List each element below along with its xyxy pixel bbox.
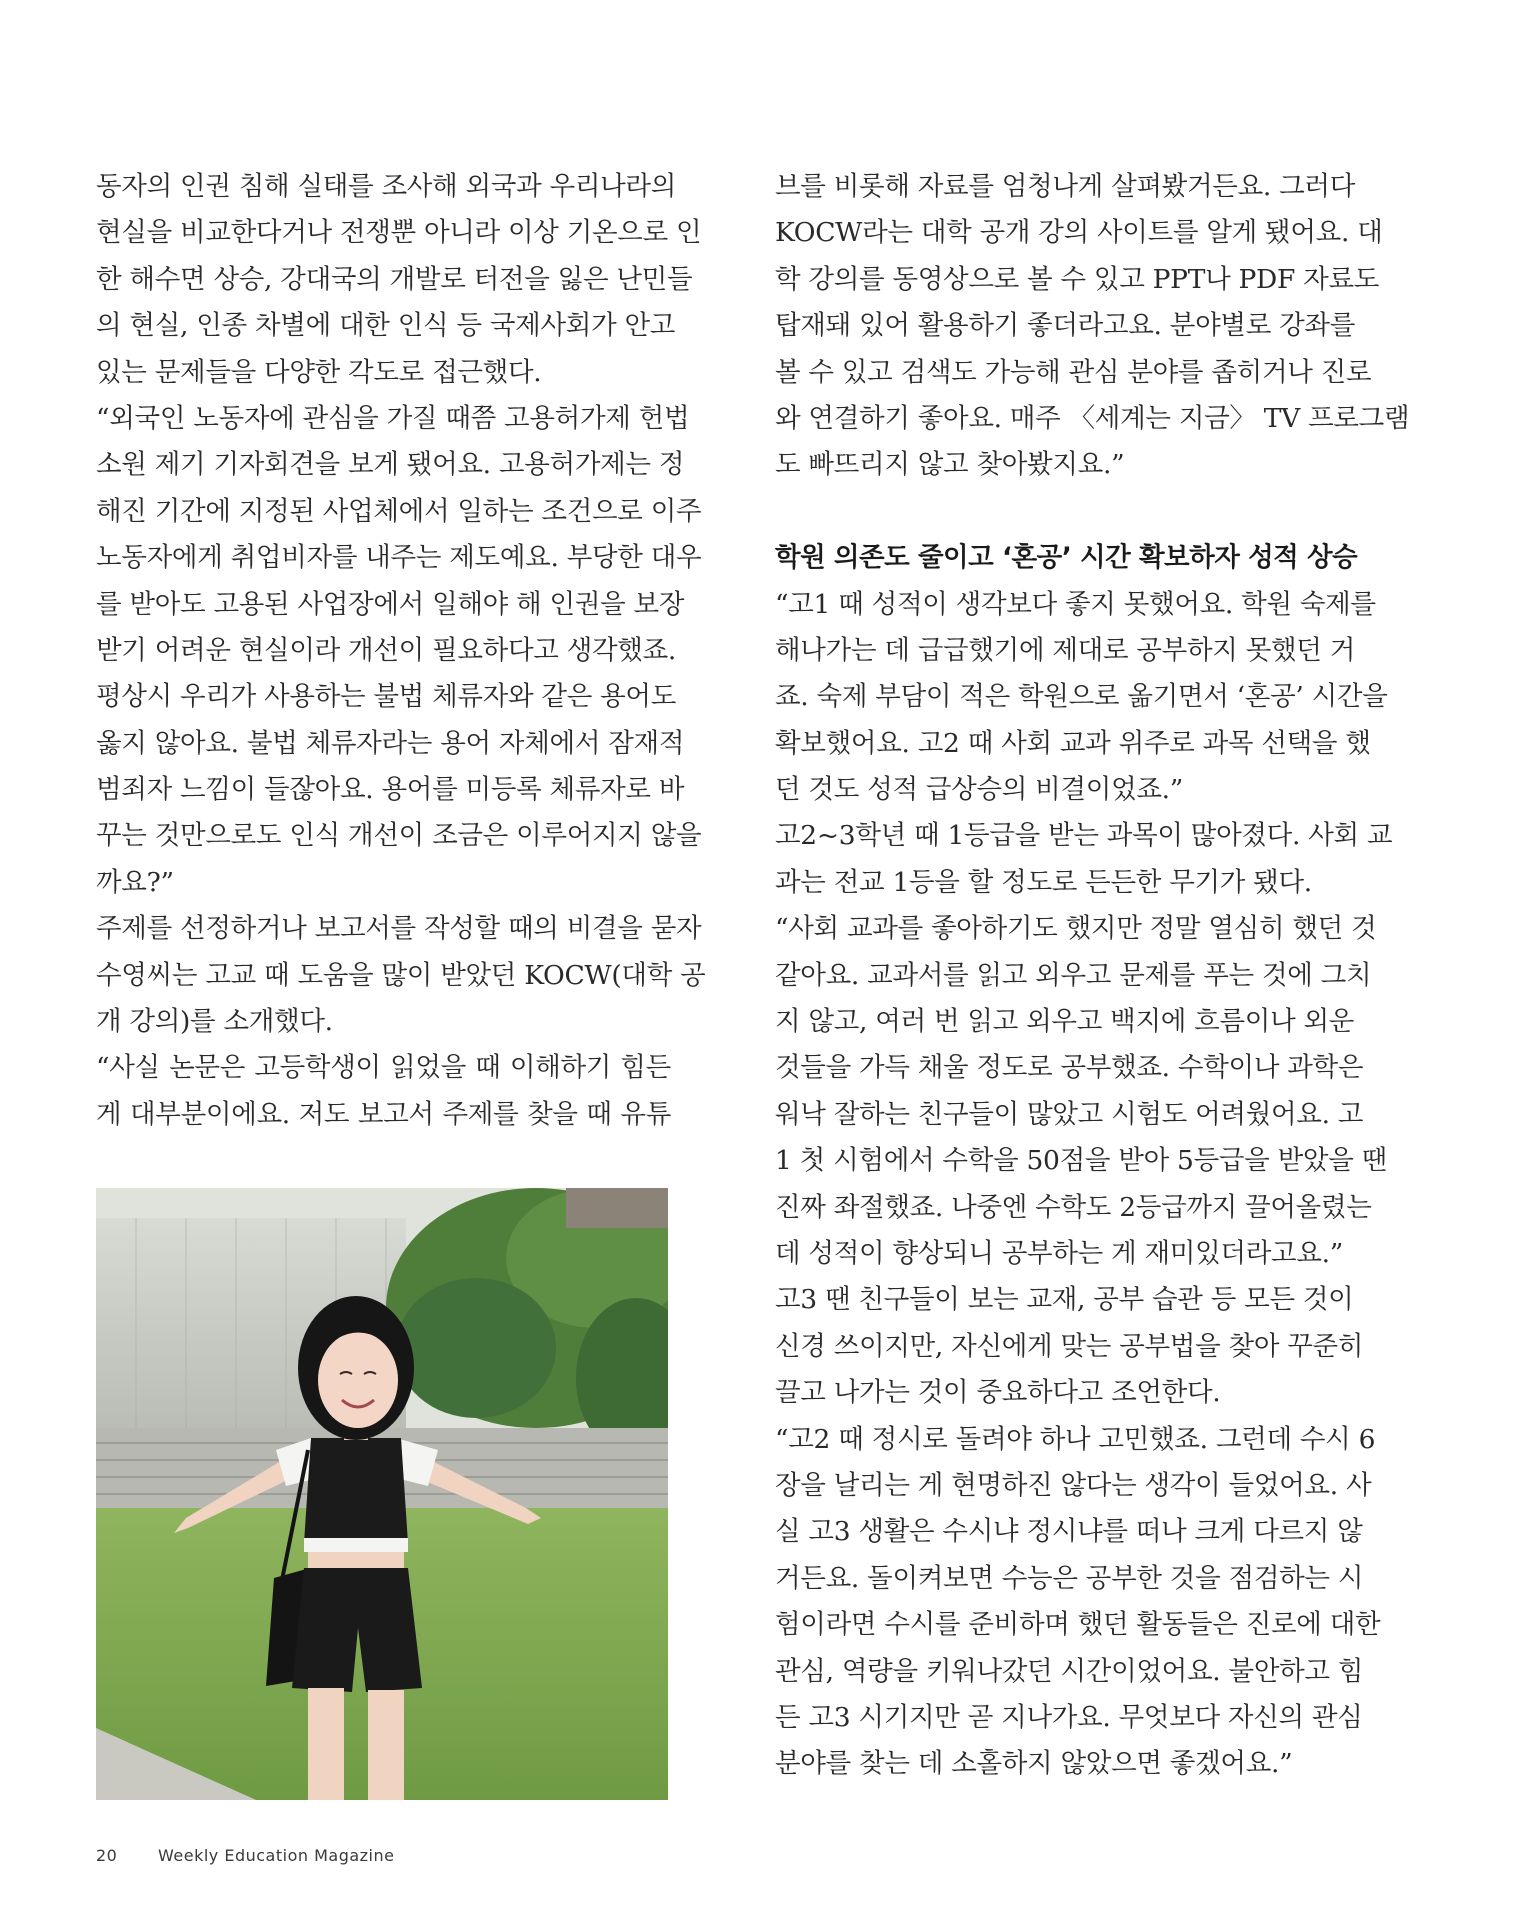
text-line: 동자의 인권 침해 실태를 조사해 외국과 우리나라의: [96, 171, 677, 202]
text-line: 워낙 잘하는 친구들이 많았고 시험도 어려웠어요. 고: [775, 1098, 1364, 1130]
text-line: “고1 때 성적이 생각보다 좋지 못했어요. 학원 숙제를: [775, 588, 1376, 620]
student-photo: [96, 1188, 668, 1800]
text-line: 를 받아도 고용된 사업장에서 일해야 해 인권을 보장: [96, 588, 685, 620]
text-line: 와 연결하기 좋아요. 매주 〈세계는 지금〉 TV 프로그램: [775, 402, 1410, 434]
text-line: 옳지 않아요. 불법 체류자라는 용어 자체에서 잠재적: [96, 727, 685, 759]
text-line: 꾸는 것만으로도 인식 개선이 조금은 이루어지지 않을: [96, 820, 702, 852]
text-line: 1 첫 시험에서 수학을 50점을 받아 5등급을 받았을 땐: [775, 1145, 1387, 1177]
text-line: 실 고3 생활은 수시냐 정시냐를 떠나 크게 다르지 않: [775, 1516, 1363, 1548]
text-line: “고2 때 정시로 돌려야 하나 고민했죠. 그런데 수시 6: [775, 1423, 1376, 1455]
text-line: 탑재돼 있어 활용하기 좋더라고요. 분야별로 강좌를: [775, 310, 1356, 342]
text-line: 개 강의)를 소개했다.: [96, 1006, 333, 1038]
text-line: KOCW라는 대학 공개 강의 사이트를 알게 됐어요. 대: [775, 217, 1383, 249]
text-line: 수영씨는 고교 때 도움을 많이 받았던 KOCW(대학 공: [96, 959, 706, 991]
text-line: 한 해수면 상승, 강대국의 개발로 터전을 잃은 난민들: [96, 263, 693, 295]
text-line: 노동자에게 취업비자를 내주는 제도예요. 부당한 대우: [96, 542, 702, 574]
section-heading: 학원 의존도 줄이고 ‘혼공’ 시간 확보하자 성적 상승: [775, 542, 1358, 574]
text-line: 관심, 역량을 키워나갔던 시간이었어요. 불안하고 힘: [775, 1655, 1364, 1687]
text-line: 현실을 비교한다거나 전쟁뿐 아니라 이상 기온으로 인: [96, 217, 702, 249]
text-line: 것들을 가득 채울 정도로 공부했죠. 수학이나 과학은: [775, 1052, 1364, 1084]
text-line: 볼 수 있고 검색도 가능해 관심 분야를 좁히거나 진로: [775, 356, 1372, 388]
magazine-title: Weekly Education Magazine: [158, 1846, 395, 1865]
text-line: 데 성적이 향상되니 공부하는 게 재미있더라고요.”: [775, 1237, 1343, 1269]
text-line: 험이라면 수시를 준비하며 했던 활동들은 진로에 대한: [775, 1609, 1381, 1641]
text-line: 있는 문제들을 다양한 각도로 접근했다.: [96, 356, 542, 388]
text-line: 까요?”: [96, 866, 174, 898]
text-line: 과는 전교 1등을 할 정도로 든든한 무기가 됐다.: [775, 866, 1312, 898]
text-line: 진짜 좌절했죠. 나중엔 수학도 2등급까지 끌어올렸는: [775, 1191, 1372, 1223]
text-line: 주제를 선정하거나 보고서를 작성할 때의 비결을 묻자: [96, 913, 702, 945]
text-line: 거든요. 돌이켜보면 수능은 공부한 것을 점검하는 시: [775, 1562, 1364, 1594]
text-line: 해진 기간에 지정된 사업체에서 일하는 조건으로 이주: [96, 495, 702, 527]
text-line: 도 빠뜨리지 않고 찾아봤지요.”: [775, 449, 1125, 481]
text-line: 끌고 나가는 것이 중요하다고 조언한다.: [775, 1377, 1221, 1409]
text-line: 범죄자 느낌이 들잖아요. 용어를 미등록 체류자로 바: [96, 774, 685, 806]
right-text-column: [775, 164, 1410, 1788]
text-line: 의 현실, 인종 차별에 대한 인식 등 국제사회가 안고: [96, 310, 676, 342]
text-line: 해나가는 데 급급했기에 제대로 공부하지 못했던 거: [775, 634, 1356, 666]
text-line: 고2~3학년 때 1등급을 받는 과목이 많아졌다. 사회 교: [775, 820, 1393, 852]
text-line: 평상시 우리가 사용하는 불법 체류자와 같은 용어도: [96, 681, 677, 713]
text-line: 던 것도 성적 급상승의 비결이었죠.”: [775, 774, 1184, 806]
left-text-column: [96, 164, 706, 1138]
text-line: 같아요. 교과서를 읽고 외우고 문제를 푸는 것에 그치: [775, 959, 1372, 991]
text-line: 고3 땐 친구들이 보는 교재, 공부 습관 등 모든 것이: [775, 1284, 1354, 1316]
text-line: 분야를 찾는 데 소홀하지 않았으면 좋겠어요.”: [775, 1748, 1293, 1780]
text-line: “외국인 노동자에 관심을 가질 때쯤 고용허가제 헌법: [96, 402, 690, 434]
text-line: 죠. 숙제 부담이 적은 학원으로 옮기면서 ‘혼공’ 시간을: [775, 681, 1388, 713]
text-line: 확보했어요. 고2 때 사회 교과 위주로 과목 선택을 했: [775, 727, 1371, 759]
text-line: 브를 비롯해 자료를 엄청나게 살펴봤거든요. 그러다: [775, 171, 1356, 202]
text-line: 장을 날리는 게 현명하진 않다는 생각이 들었어요. 사: [775, 1469, 1372, 1501]
page-number: 20: [96, 1846, 118, 1865]
text-line: “사회 교과를 좋아하기도 했지만 정말 열심히 했던 것: [775, 913, 1377, 945]
text-line: 게 대부분이에요. 저도 보고서 주제를 찾을 때 유튜: [96, 1098, 671, 1130]
text-line: “사실 논문은 고등학생이 읽었을 때 이해하기 힘든: [96, 1052, 671, 1084]
page-footer: [96, 1846, 394, 1865]
text-line: 신경 쓰이지만, 자신에게 맞는 공부법을 찾아 꾸준히: [775, 1330, 1364, 1362]
text-line: 든 고3 시기지만 곧 지나가요. 무엇보다 자신의 관심: [775, 1701, 1363, 1733]
text-line: 받기 어려운 현실이라 개선이 필요하다고 생각했죠.: [96, 634, 677, 666]
text-line: 학 강의를 동영상으로 볼 수 있고 PPT나 PDF 자료도: [775, 263, 1380, 295]
text-line: 지 않고, 여러 번 읽고 외우고 백지에 흐름이나 외운: [775, 1006, 1355, 1038]
text-line: 소원 제기 기자회견을 보게 됐어요. 고용허가제는 정: [96, 449, 685, 481]
